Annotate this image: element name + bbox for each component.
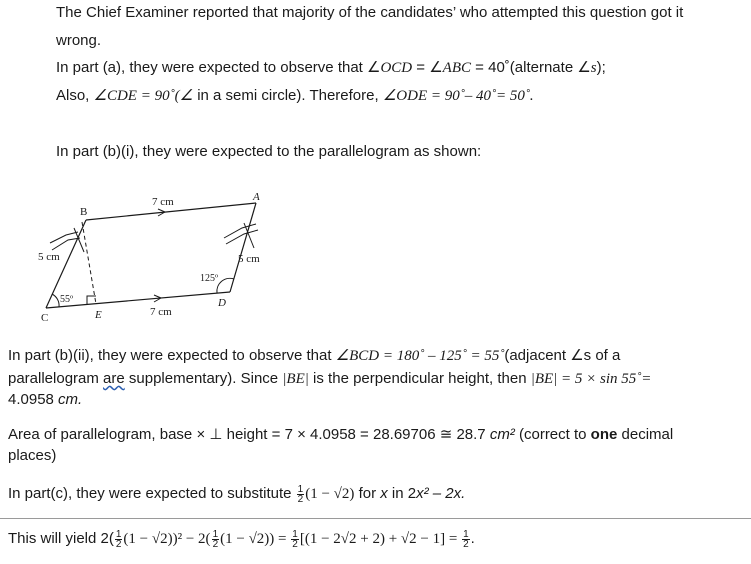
part-a-also: Also, <box>56 87 94 104</box>
area-one: one <box>590 426 618 443</box>
part-a-line-2 <box>56 86 534 106</box>
height-be <box>82 222 96 304</box>
tick-left <box>74 228 84 252</box>
label-d: D <box>218 297 226 309</box>
area-unit: cm² <box>489 426 515 443</box>
area-calc: Area of parallelogram, base × ⊥ height = 7 × 4.0958 = 28.69706 ≅ 28.7 <box>8 426 490 443</box>
yield-end: . <box>470 530 475 547</box>
part-a-value: = 40˚(alternate ∠ <box>471 59 591 76</box>
divider <box>0 518 751 519</box>
yield-bracket: [(1 − 2√2 + 2) + √2 − 1] = <box>299 531 462 547</box>
part-a-eq: = ∠ <box>412 59 443 76</box>
be-unit: cm. <box>58 391 83 408</box>
side-cd <box>46 292 230 308</box>
yield-linear: (1 − √2)) = <box>220 531 291 547</box>
part-c-in: in 2 <box>387 485 417 502</box>
yield-line <box>8 529 475 549</box>
angle-abc: ABC <box>442 60 472 76</box>
label-b: B <box>80 206 88 218</box>
fraction-half-3: $\frac{1}{2}$ <box>292 528 298 550</box>
label-c: C <box>41 312 49 324</box>
area-line-1 <box>8 425 673 445</box>
fraction-half-1: $\frac{1}{2}$ <box>115 528 122 550</box>
part-c-text: In part(c), they were expected to substitute <box>8 485 296 502</box>
area-decimal: decimal <box>617 426 674 443</box>
label-left-side: 5 cm <box>38 251 60 263</box>
label-top-side: 7 cm <box>152 196 174 208</box>
angle-bcd-math: ∠BCD = 180˚ – 125˚ = 55˚ <box>335 348 505 364</box>
yield-squared: (1 − √2))² − 2( <box>123 531 211 547</box>
fraction-result: $\frac{1}{2}$ <box>463 528 469 550</box>
part-a-semicircle: in a semi circle). Therefore, <box>193 87 383 104</box>
double-arrow-right-2 <box>226 230 258 244</box>
part-b-ii-line-3 <box>8 390 82 410</box>
part-b-ii-reason: (adjacent ∠s of a <box>504 347 621 364</box>
area-correct: (correct to <box>514 426 591 443</box>
part-a-s: s <box>590 60 597 76</box>
intro-line-1: The Chief Examiner reported that majority of the candidates’ who attempted this question got it <box>56 4 684 21</box>
angle-ocd: OCD <box>380 60 413 76</box>
label-bottom-side: 7 cm <box>150 306 172 318</box>
part-c-line <box>8 484 465 504</box>
label-right-side: 5 cm <box>238 253 260 265</box>
part-b-ii-text: In part (b)(ii), they were expected to observe that <box>8 347 336 364</box>
angle-cde-math: ∠CDE = 90˚(∠ <box>93 88 194 104</box>
label-e: E <box>95 309 102 321</box>
word-are: are <box>103 370 125 387</box>
double-arrow-left <box>50 232 78 243</box>
arc-angle-c <box>52 294 59 307</box>
yield-pre: This will yield 2( <box>8 530 114 547</box>
be-formula: |BE| = 5 × sin 55˚= <box>530 371 652 387</box>
part-b-ii-line-1 <box>8 346 620 366</box>
intro-line-2: wrong. <box>56 32 102 49</box>
label-a: A <box>253 191 260 203</box>
fraction-half: $\frac{1}{2}$ <box>297 483 304 505</box>
part-b-ii-parallelogram: parallelogram <box>8 370 104 387</box>
be-length: |BE| <box>282 371 309 387</box>
be-value: 4.0958 <box>8 391 59 408</box>
label-angle-d: 125º <box>200 273 219 284</box>
part-a-line-1 <box>56 58 606 78</box>
part-a-text: In part (a), they were expected to observe that ∠ <box>56 59 381 76</box>
part-c-expr: (1 − √2) <box>305 486 355 502</box>
fraction-half-2: $\frac{1}{2}$ <box>212 528 219 550</box>
parallelogram-diagram <box>30 188 290 328</box>
angle-ode-math: ∠ODE = 90˚– 40˚= 50˚. <box>382 88 534 104</box>
part-b-i-text: In part (b)(i), they were expected to the parallelogram as shown: <box>56 143 482 160</box>
part-b-ii-perp: is the perpendicular height, then <box>308 370 531 387</box>
var-x: x <box>380 485 388 502</box>
part-a-close: ); <box>596 59 606 76</box>
polynomial: x² – 2x. <box>416 485 466 502</box>
label-angle-c: 55º <box>60 294 74 305</box>
area-line-2: places) <box>8 447 57 464</box>
part-b-ii-line-2 <box>8 369 651 389</box>
part-b-ii-supplementary: supplementary). Since <box>124 370 283 387</box>
part-c-for: for <box>354 485 381 502</box>
